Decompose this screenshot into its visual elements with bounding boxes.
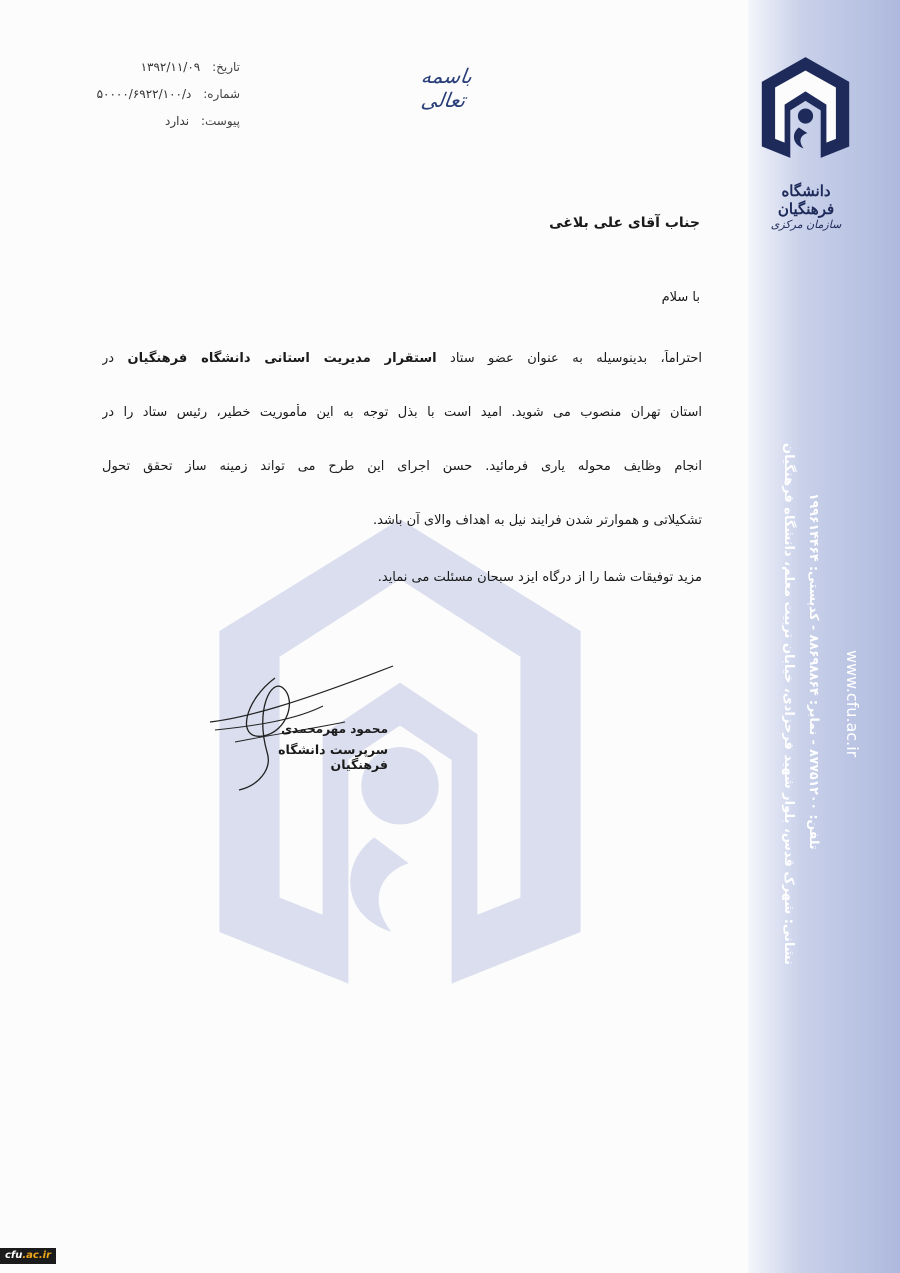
- greeting: با سلام: [661, 290, 700, 305]
- number-label: شماره:: [203, 87, 240, 101]
- side-phones: تلفن: ۸۷۷۵۱۲۰۰ - نمابر: ۸۸۶۹۸۸۶۴ - کدپستی: ۱۹۹۶۱۴۴۶۴: [807, 493, 822, 850]
- side-address: نشانی: شهرک قدس، بلوار شهید فرحزادی، خیابان تربیت معلم، دانشگاه فرهنگیان: [781, 443, 796, 965]
- bismillah: باسمه تعالی: [419, 64, 474, 112]
- footer-badge-accent: .ac.ir: [22, 1250, 52, 1261]
- date-value: ۱۳۹۲/۱۱/۰۹: [140, 60, 201, 74]
- date-label: تاریخ:: [212, 60, 240, 74]
- body-line-3: انجام وظایف محوله یاری فرمائید. حسن اجرای این طرح می تواند زمینه ساز تحقق تحول: [102, 459, 702, 474]
- org-sub: سازمان مرکزی: [770, 218, 842, 231]
- signatory-name: محمود مهرمحمدی: [281, 722, 388, 736]
- body-line-1: [102, 350, 702, 368]
- attachment-value: ندارد: [165, 114, 190, 128]
- footer-badge-main: cfu: [4, 1250, 23, 1261]
- recipient: جناب آقای علی بلاغی: [549, 215, 700, 231]
- side-info: [756, 425, 886, 1000]
- number-value: د/۵۰۰۰۰/۶۹۲۲/۱۰۰: [96, 87, 192, 101]
- university-logo-icon: [758, 55, 853, 160]
- body-line-1-post: در: [102, 351, 128, 366]
- attachment-row: [165, 114, 240, 128]
- body-line-1-pre: احتراماً، بدینوسیله به عنوان عضو ستاد: [436, 351, 702, 366]
- side-website: www.cfu.ac.ir: [843, 650, 862, 758]
- body-line-2: استان تهران منصوب می شوید. امید است با بذل توجه به این مأموریت خطیر، رئیس ستاد را در: [102, 405, 702, 420]
- signatory-title: سرپرست دانشگاه فرهنگیان: [278, 742, 388, 772]
- attachment-label: پیوست:: [200, 114, 240, 128]
- date-row: [141, 60, 240, 74]
- number-row: [97, 87, 240, 101]
- body-line-1-bold: استقرار مدیریت استانی دانشگاه فرهنگیان: [127, 351, 437, 366]
- org-name: دانشگاه فرهنگیان: [777, 182, 835, 218]
- body-line-4: تشکیلاتی و هموارتر شدن فرایند نیل به اهداف والای آن باشد.: [373, 513, 702, 528]
- closing-line: مزید توفیقات شما را از درگاه ایزد سبحان مسئلت می نماید.: [377, 570, 702, 585]
- footer-badge: [0, 1248, 56, 1264]
